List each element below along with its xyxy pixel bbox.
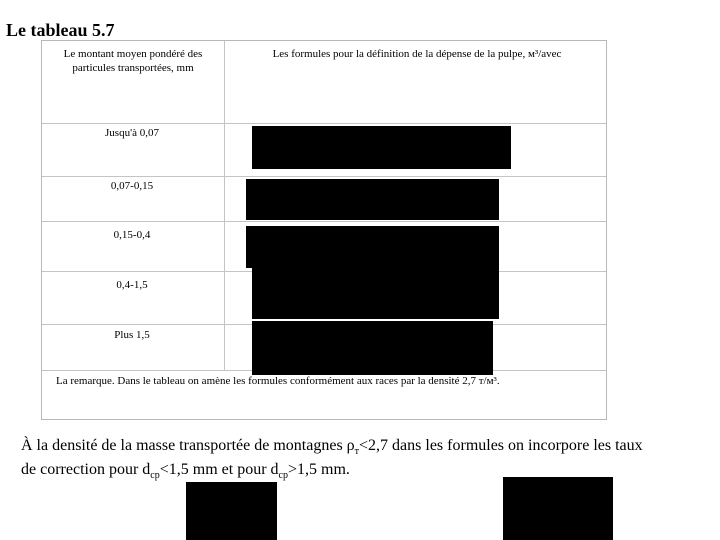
redacted-formula: [246, 179, 499, 220]
redacted-formula: [186, 482, 277, 540]
redacted-formula: [252, 268, 499, 319]
row-label: Jusqu'à 0,07: [105, 127, 159, 139]
redacted-formula: [252, 321, 493, 375]
paragraph-line-1: [21, 437, 643, 457]
formula-table: [41, 40, 607, 420]
text: <1,5 mm et pour d: [159, 461, 279, 478]
row-label: 0,07-0,15: [110, 180, 154, 192]
redacted-formula: [252, 126, 511, 169]
row-label: Plus 1,5: [114, 329, 150, 341]
text: >1,5 mm.: [287, 461, 350, 478]
text: <2,7 dans les formules on incorpore les taux: [359, 437, 643, 454]
header-col1: Le montant moyen pondéré des particules transportées, mm: [63, 48, 203, 74]
redacted-formula: [246, 226, 499, 268]
column-divider: [224, 41, 225, 371]
table-remark: La remarque. Dans le tableau on amène les formules conformément aux races par la densité 2,7 т/м³.: [56, 375, 500, 387]
text: de correction pour d: [21, 461, 151, 478]
header-col2: Les formules pour la définition de la dépense de la pulpe, м³/avec: [272, 48, 562, 60]
text: À la densité de la masse transportée de montagnes ρ: [21, 437, 355, 454]
subscript: ср: [278, 470, 288, 482]
page-title: Le tableau 5.7: [6, 20, 115, 40]
subscript: т: [354, 446, 360, 458]
row-divider: [42, 221, 606, 222]
row-label: 0,15-0,4: [113, 229, 151, 241]
row-divider: [42, 123, 606, 124]
paragraph-line-2: [21, 461, 350, 481]
subscript: ср: [150, 470, 160, 482]
redacted-formula: [503, 477, 613, 540]
row-label: 0,4-1,5: [116, 279, 148, 291]
row-divider: [42, 176, 606, 177]
